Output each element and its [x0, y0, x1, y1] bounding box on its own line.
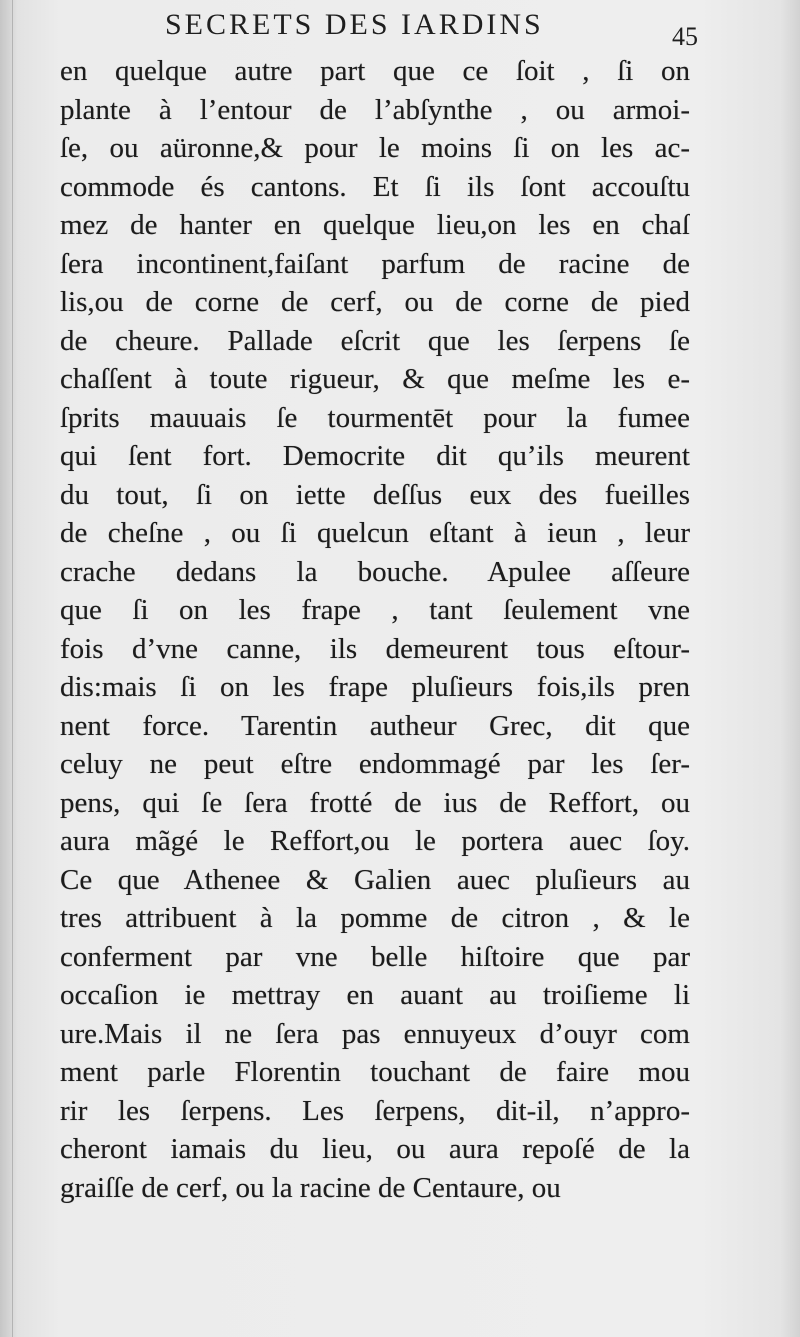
text-line: commode és cantons. Et ſi ils ſont accouſtu [60, 170, 690, 203]
running-head: SECRETS DES IARDINS [165, 8, 544, 41]
text-line: graiſſe de cerf, ou la racine de Centaure, ou [60, 1171, 561, 1204]
text-line: en quelque autre part que ce ſoit , ſi on [60, 55, 690, 87]
text-line: nent force. Tarentin autheur Grec, dit que [60, 709, 690, 742]
text-line: lis,ou de corne de cerf, ou de corne de pied [60, 286, 690, 318]
page-edge [12, 0, 13, 1337]
text-line: que ſi on les frape , tant ſeulement vne [60, 594, 690, 626]
text-line: tres attribuent à la pomme de citron , & le [60, 902, 690, 934]
text-line: ment parle Florentin touchant de faire mou [60, 1056, 690, 1088]
text-line: rir les ſerpens. Les ſerpens, dit-il, n’appro- [60, 1094, 690, 1127]
text-line: du tout, ſi on iette deſſus eux des fueilles [60, 478, 690, 511]
text-line: de cheure. Pallade eſcrit que les ſerpens ſe [60, 324, 690, 357]
body-text [60, 52, 690, 1207]
text-line: mez de hanter en quelque lieu,on les en chaſ [60, 209, 690, 241]
page-number: 45 [672, 22, 698, 51]
text-line: occaſion ie mettray en auant au troiſieme li [60, 979, 690, 1011]
text-line: ure.Mais il ne ſera pas ennuyeux d’ouyr com [60, 1017, 690, 1050]
text-line: de cheſne , ou ſi quelcun eſtant à ieun , leur [60, 517, 690, 549]
text-line: celuy ne peut eſtre endommagé par les ſer- [60, 748, 690, 780]
text-line: aura mãgé le Reffort,ou le portera auec ſoy. [60, 825, 690, 857]
text-line: pens, qui ſe ſera frotté de ius de Reffort, ou [60, 786, 690, 819]
text-line: qui ſent fort. Democrite dit qu’ils meurent [60, 440, 690, 472]
text-line: ſprits mauuais ſe tourmentēt pour la fumee [60, 401, 690, 434]
text-line: conferment par vne belle hiſtoire que par [60, 940, 690, 973]
text-line: dis:mais ſi on les frape pluſieurs fois,ils pren [60, 671, 690, 703]
text-line: ſe, ou aüronne,& pour le moins ſi on les ac- [60, 132, 690, 164]
text-line: chaſſent à toute rigueur, & que meſme les e- [60, 363, 690, 395]
text-line: cheront iamais du lieu, ou aura repoſé de la [60, 1133, 690, 1165]
text-line: plante à l’entour de l’abſynthe , ou armoi- [60, 93, 690, 126]
text-line: fois d’vne canne, ils demeurent tous eſtour- [60, 632, 690, 665]
text-line: Ce que Athenee & Galien auec pluſieurs au [60, 863, 690, 896]
text-line: ſera incontinent,faiſant parfum de racine de [60, 247, 690, 280]
text-line: crache dedans la bouche. Apulee aſſeure [60, 555, 690, 588]
